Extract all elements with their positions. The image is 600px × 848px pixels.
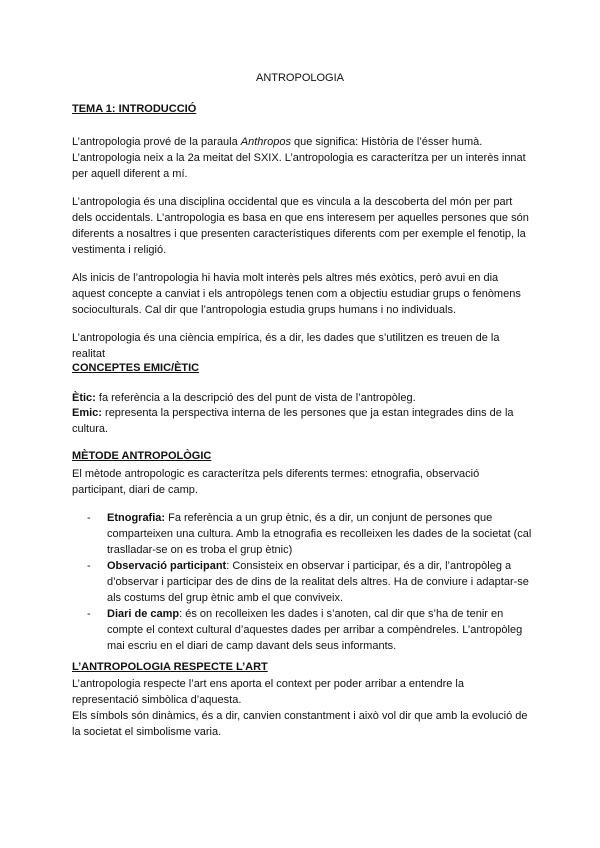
paragraph-origin: L’antropologia prové de la paraula Anthropos que significa: Història de l’ésser humà. L’antropologia neix a la 2a meitat del SXIX. L’antropologia es caracterítza per un interès innat per aquell diferent a mí. [72, 136, 526, 180]
document-title: ANTROPOLOGIA [255, 72, 345, 84]
heading-art: L’ANTROPOLOGIA RESPECTE L’ART [72, 661, 268, 673]
heading-tema-1: TEMA 1: INTRODUCCIÓ [72, 103, 197, 115]
anthropos-term: Anthropos [240, 136, 291, 148]
paragraph-beginnings: Als inicis de l’antropologia hi havia molt interès pels altres més exòtics, però avui en dia aquest concepte a canviat i els antropòlegs tenen com a objectiu estudiar grups o fenòmens socioculturals. Cal dir que l’antropologia estudia grups humans i no individuals. [72, 272, 521, 316]
paragraph-metode: El mètode antropologic es caracterítza pels diferents termes: etnografia, observació participant, diari de camp. [72, 468, 480, 496]
paragraph-symbols: Els símbols són dinàmics, és a dir, canvien constantment i això vol dir que amb la evolució de la societat el simbolisme varia. [72, 710, 528, 738]
list-item: - Etnografia: Fa referència a un grup ètnic, és a dir, un conjunt de persones que comparteixen una cultura. Amb la etnografia es recolleixen les dades de la societat (cal traslladar-se on es troba el grup ètnic) [87, 512, 532, 556]
list-item: - Observació participant: Consisteix en observar i participar, és a dir, l’antropòleg a d’observar i participar des de dins de la realitat dels altres. Ha de conviure i adaptar-se als costums del grup ètnic amb el que conviveix. [87, 560, 529, 604]
paragraph-art: L’antropologia respecte l’art ens aporta el context per poder arribar a entendre la representació simbòlica d’aquesta. [72, 678, 464, 706]
list-item: - Diari de camp: és on recolleixen les dades i s’anoten, cal dir que s’ha de tenir en compte el context cultural d’aquestes dades per arribar a compèndreles. L’antropòleg mai escriu en el diari de camp davant dels seus informants. [87, 608, 523, 652]
heading-emic-etic: CONCEPTES EMIC/ÈTIC [72, 362, 200, 374]
definition-etic: Ètic: fa referència a la descripció des del punt de vista de l’antropòleg. [72, 392, 416, 404]
paragraph-empirical: L’antropologia és una ciència empírica, és a dir, les dades que s’utilitzen es treuen de la realitat [72, 332, 500, 360]
heading-metode: MÈTODE ANTROPOLÒGIC [72, 450, 212, 462]
definition-emic: Emic: representa la perspectiva interna de les persones que ja estan integrades dins de la cultura. [72, 407, 514, 435]
method-list [72, 510, 532, 654]
paragraph-discipline: L’antropologia és una disciplina occidental que es vincula a la descoberta del món per part dels occidentals. L’antropologia es basa en que ens interesem per aquelles persones que són diferents a nosaltres i que presenten característiques diferents com per exemple el fenotip, la vestimenta i religió. [72, 196, 529, 256]
